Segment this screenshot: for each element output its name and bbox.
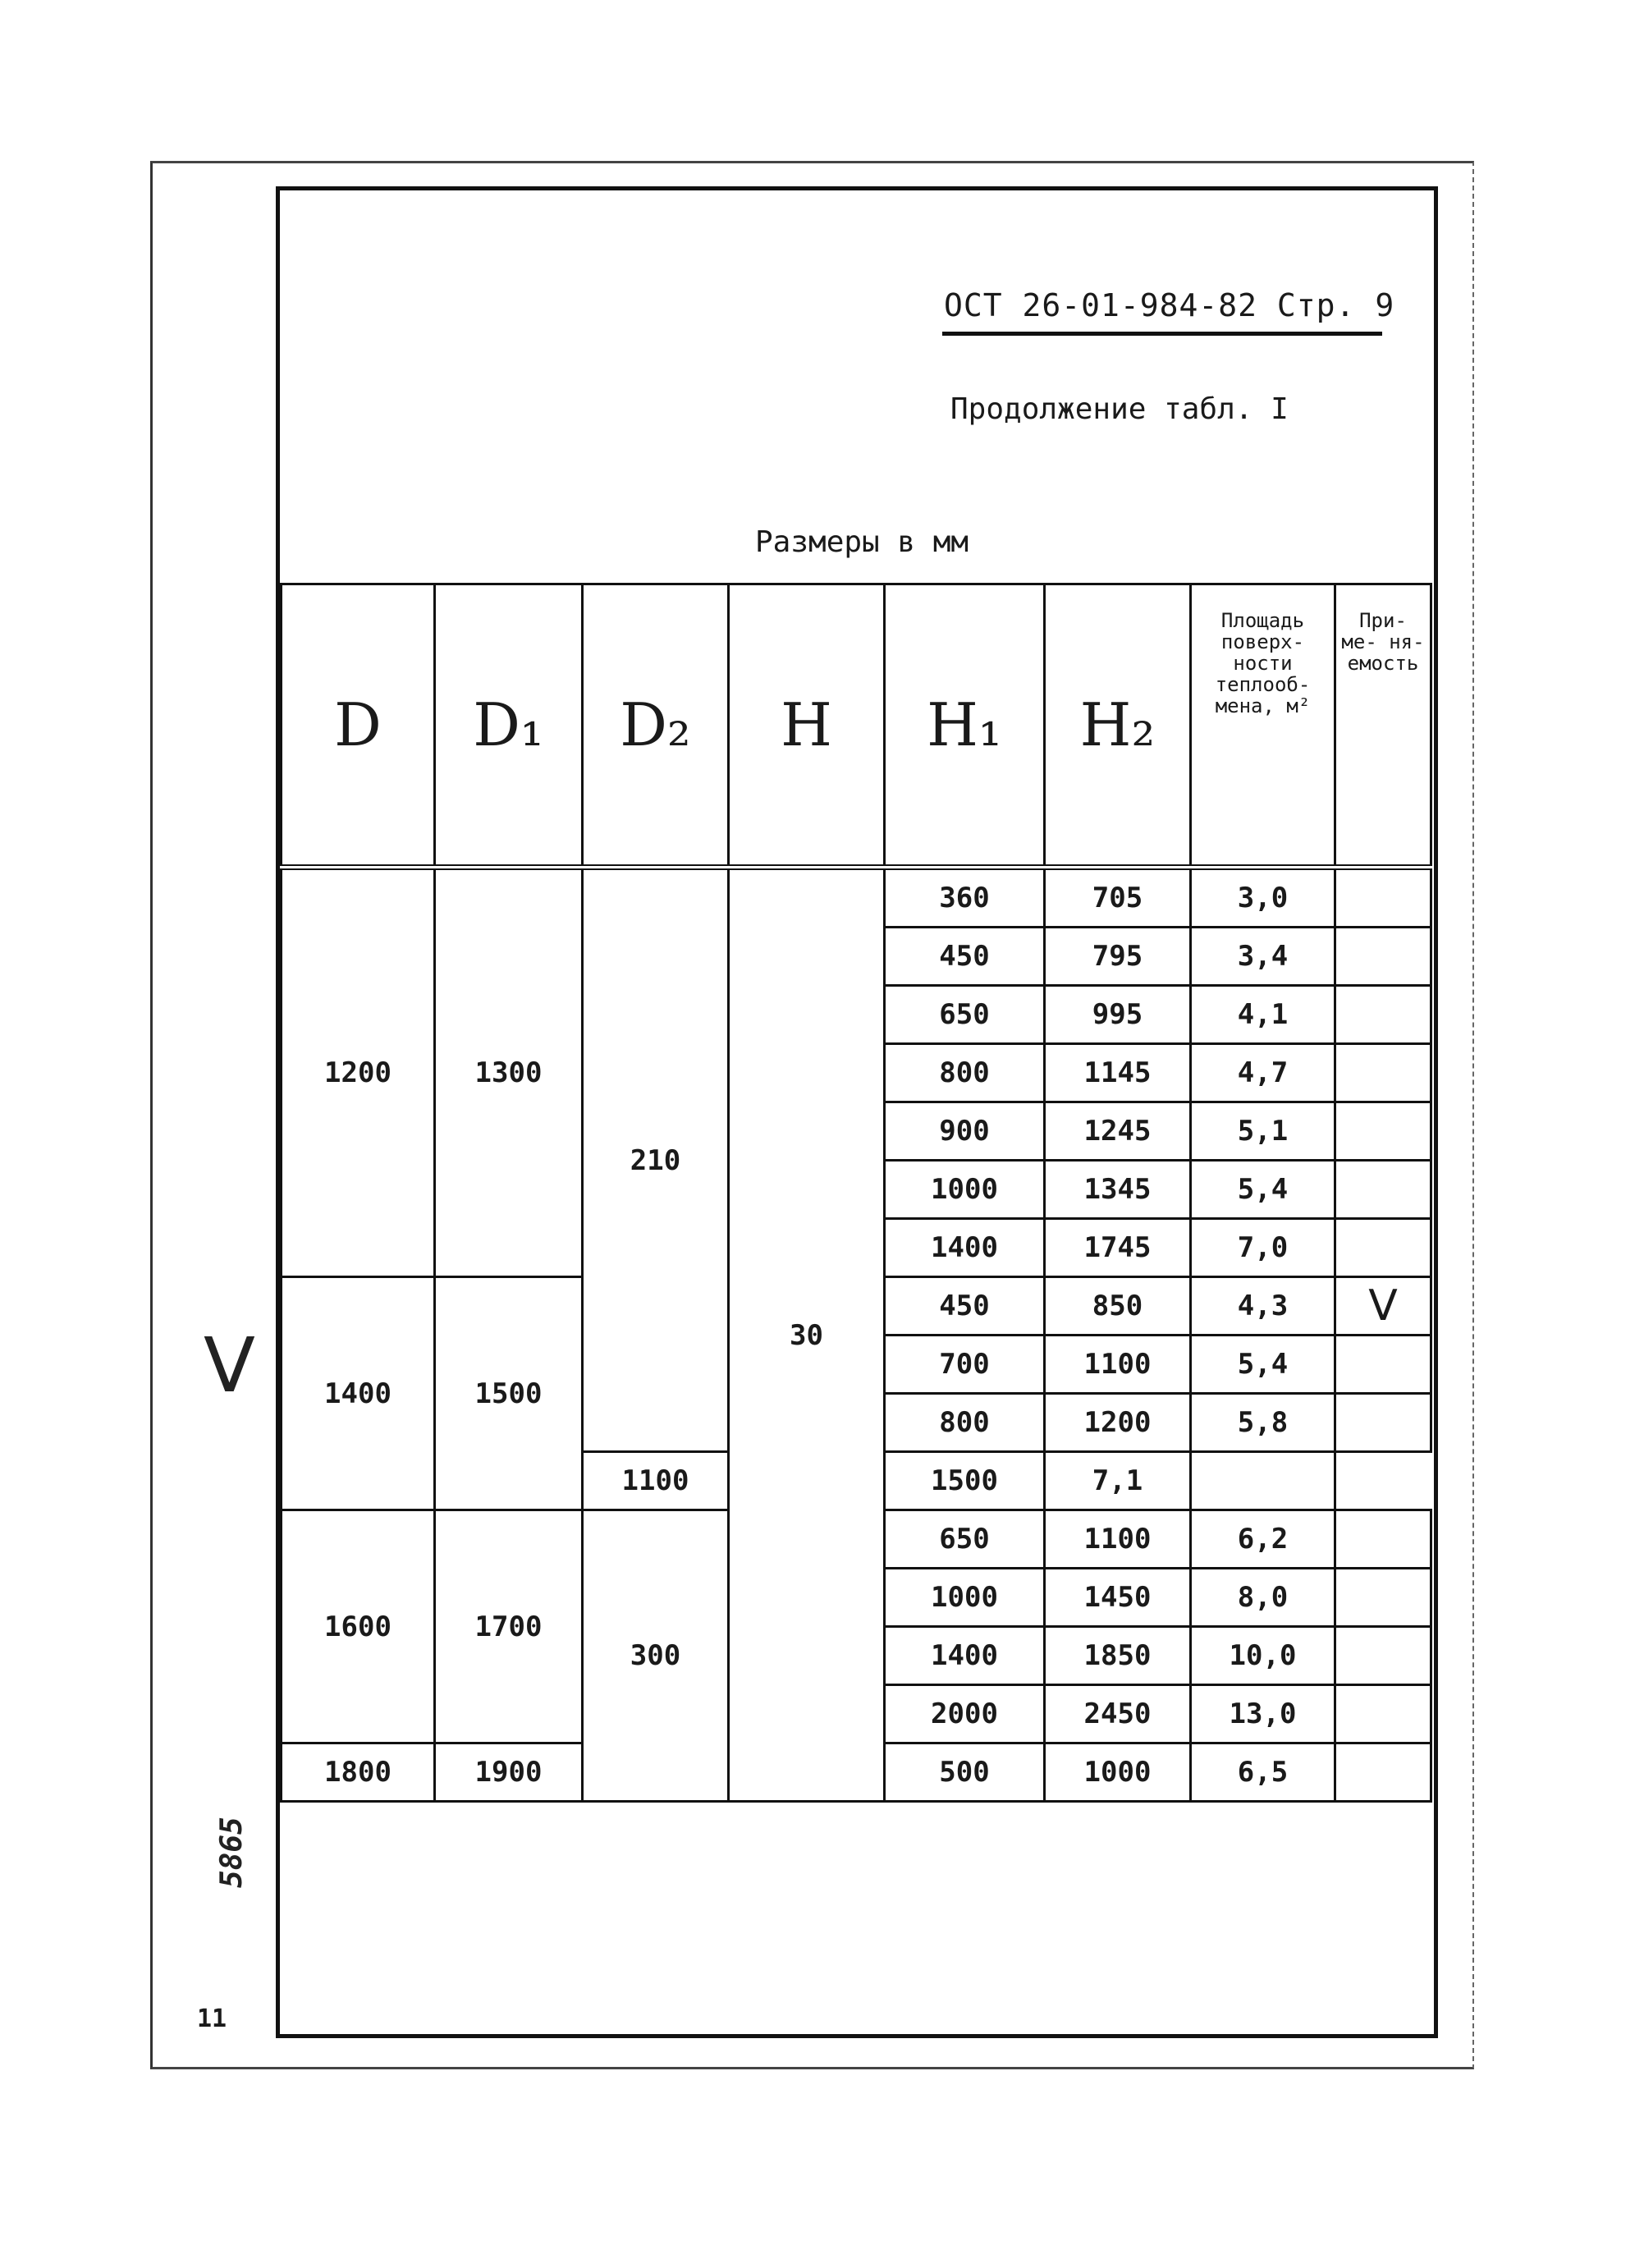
cell-h1: 450 [885,1277,1045,1336]
cell-area: 6,2 [1191,1510,1335,1569]
cell-applicability [1335,1161,1431,1219]
cell-applicability [1335,1685,1431,1743]
cell-h1: 700 [885,1336,1045,1394]
cell-d1: 1500 [435,1277,583,1510]
cell-area: 7,1 [1045,1452,1191,1510]
cell-h1: 1000 [885,1161,1045,1219]
cell-h1: 450 [885,928,1045,986]
table-header-row [282,584,1431,868]
cell-area: 7,0 [1191,1219,1335,1277]
cell-h1: 1400 [885,1627,1045,1685]
cell-area: 6,5 [1191,1743,1335,1802]
cell-h1: 650 [885,986,1045,1044]
header-d: D [282,584,435,868]
cell-d1: 1900 [435,1743,583,1802]
cell-d1: 1300 [435,868,583,1277]
cell-area: 3,4 [1191,928,1335,986]
cell-h2: 1145 [1045,1044,1191,1102]
cell-h2: 795 [1045,928,1191,986]
units-label: Размеры в мм [755,525,969,559]
cell-h1: 2000 [885,1685,1045,1743]
cell-h2: 1000 [1045,1743,1191,1802]
cell-applicability [1335,1336,1431,1394]
table-continuation-label: Продолжение табл. I [950,392,1289,426]
cell-h2: 2450 [1045,1685,1191,1743]
cell-d: 1400 [282,1277,435,1510]
cell-applicability [1335,928,1431,986]
dimensions-table [280,583,1432,1803]
header-applicability: При- ме- ня- емость [1335,584,1431,868]
cell-area: 4,3 [1191,1277,1335,1336]
table-row [282,868,1431,928]
cell-applicability [1335,1510,1431,1569]
cell-area: 5,4 [1191,1161,1335,1219]
cell-d: 1800 [282,1743,435,1802]
margin-stamp-number: 5865 [215,1817,249,1888]
cell-d: 1600 [282,1510,435,1743]
cell-h2: 1100 [1045,1336,1191,1394]
cell-h1: 800 [885,1394,1045,1452]
header-h2: H₂ [1045,584,1191,868]
header-h: H [729,584,885,868]
cell-applicability [1335,1743,1431,1802]
cell-h2: 1450 [1045,1569,1191,1627]
page-number: 11 [197,2005,227,2033]
cell-applicability [1335,1394,1431,1452]
cell-applicability-check-mark: V [1335,1277,1431,1336]
cell-h2: 705 [1045,868,1191,928]
cell-area: 13,0 [1191,1685,1335,1743]
cell-area: 5,4 [1191,1336,1335,1394]
cell-d2: 210 [583,868,729,1452]
cell-h1: 800 [885,1044,1045,1102]
cell-area: 10,0 [1191,1627,1335,1685]
cell-h2: 850 [1045,1277,1191,1336]
header-d2: D₂ [583,584,729,868]
cell-h: 30 [729,868,885,1802]
cell-h2: 1745 [1045,1219,1191,1277]
cell-applicability [1335,986,1431,1044]
cell-applicability [1335,1219,1431,1277]
cell-area: 4,7 [1191,1044,1335,1102]
cell-h2: 1345 [1045,1161,1191,1219]
cell-h2: 1200 [1045,1394,1191,1452]
cell-h1: 1000 [885,1569,1045,1627]
cell-applicability [1335,868,1431,928]
cell-h2: 1245 [1045,1102,1191,1161]
cell-area: 3,0 [1191,868,1335,928]
document-code-underline [942,332,1382,336]
cell-area: 5,8 [1191,1394,1335,1452]
cell-applicability [1335,1627,1431,1685]
cell-h1: 900 [885,1102,1045,1161]
cell-d1: 1700 [435,1510,583,1743]
cell-h1: 650 [885,1510,1045,1569]
cell-d: 1200 [282,868,435,1277]
header-d1: D₁ [435,584,583,868]
cell-h1: 1400 [885,1219,1045,1277]
cell-h2: 1100 [1045,1510,1191,1569]
header-h1: H₁ [885,584,1045,868]
cell-area: 4,1 [1191,986,1335,1044]
cell-applicability [1191,1452,1335,1510]
cell-area: 5,1 [1191,1102,1335,1161]
cell-h2: 1500 [885,1452,1045,1510]
cell-h2: 995 [1045,986,1191,1044]
cell-applicability [1335,1044,1431,1102]
cell-h1: 1100 [583,1452,729,1510]
cell-h1: 500 [885,1743,1045,1802]
cell-h2: 1850 [1045,1627,1191,1685]
cell-applicability [1335,1102,1431,1161]
cell-d2: 300 [583,1510,729,1802]
cell-h1: 360 [885,868,1045,928]
cell-applicability [1335,1569,1431,1627]
document-code: ОСТ 26-01-984-82 Стр. 9 [944,287,1395,323]
margin-check-mark: V [204,1322,255,1409]
cell-area: 8,0 [1191,1569,1335,1627]
header-heat-exchange-area: Площадь поверх- ности теплооб- мена, м² [1191,584,1335,868]
